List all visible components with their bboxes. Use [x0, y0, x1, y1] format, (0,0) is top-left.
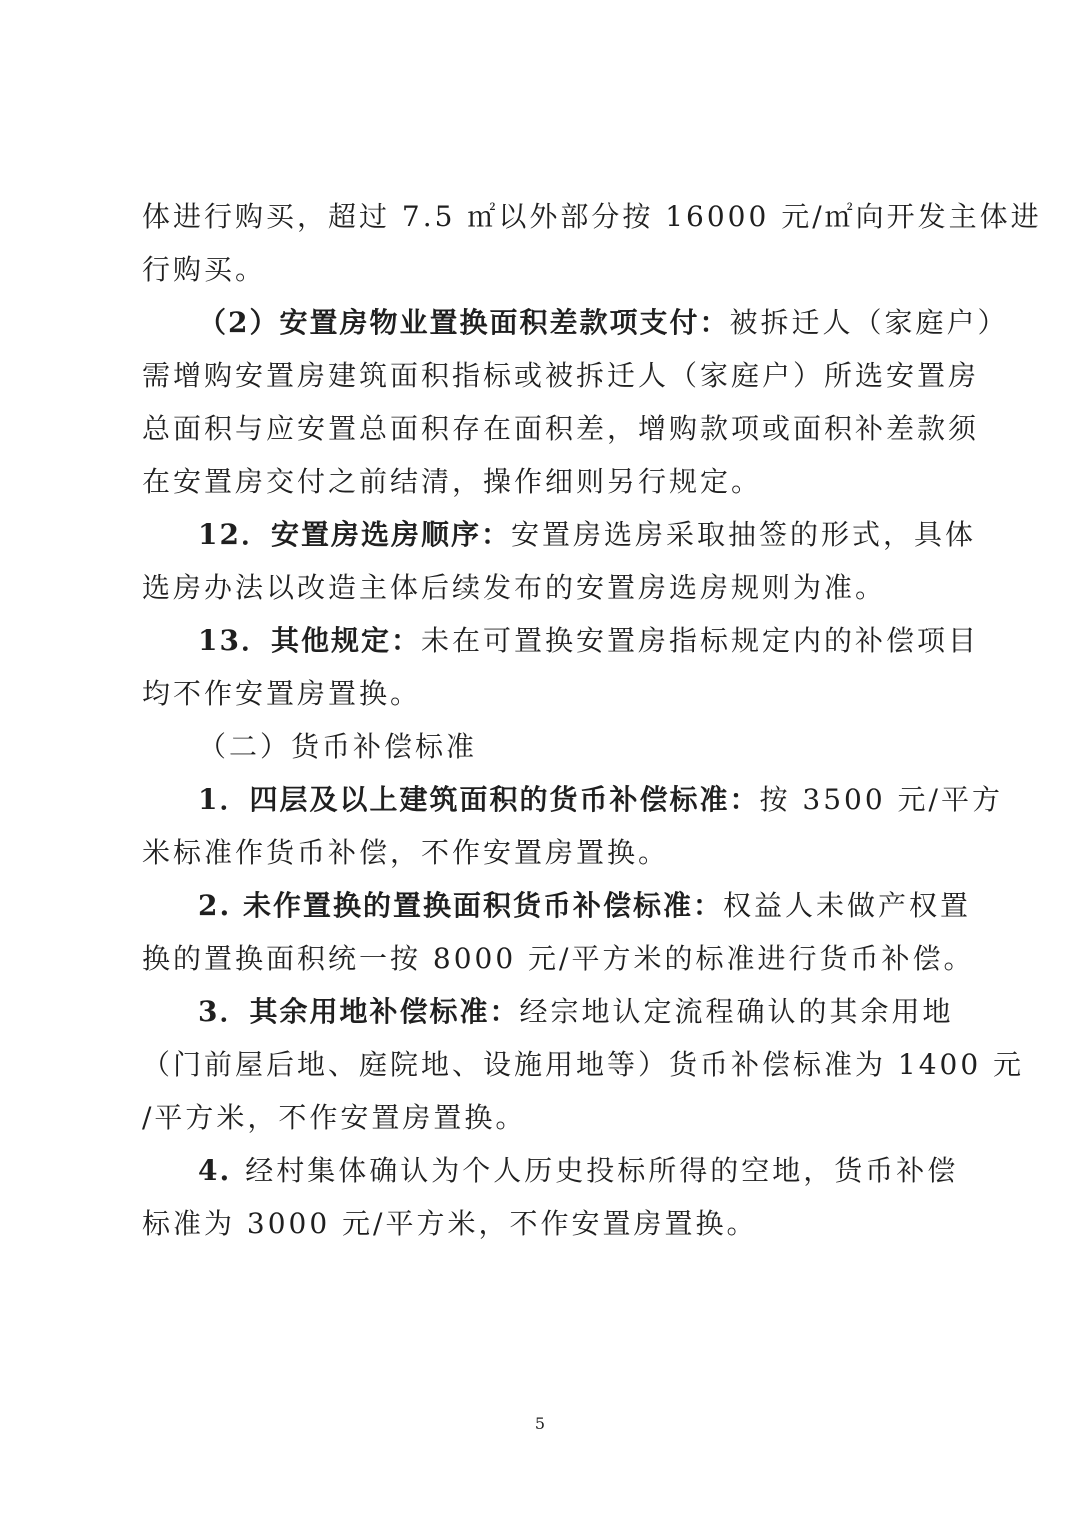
paragraph-area-difference-payment — [142, 296, 1009, 508]
paragraph-text: 被拆迁人（家庭户） — [729, 306, 1009, 339]
paragraph-heading: 2. 未作置换的置换面积货币补偿标准： — [198, 889, 723, 922]
paragraph-text: 安置房选房采取抽签的形式，具体 — [510, 518, 976, 551]
text-line: 米标准作货币补偿，不作安置房置换。 — [142, 836, 670, 869]
text-line — [142, 614, 979, 667]
body-text — [142, 190, 1042, 1250]
text-line: 在安置房交付之前结清，操作细则另行规定。 — [142, 465, 763, 498]
text-line: 均不作安置房置换。 — [142, 677, 422, 710]
text-line: 需增购安置房建筑面积指标或被拆迁人（家庭户）所选安置房 — [142, 359, 980, 392]
page-number: 5 — [534, 1414, 546, 1433]
paragraph-text: 未在可置换安置房指标规定内的补偿项目 — [420, 624, 979, 657]
paragraph-unexchanged-area-compensation — [142, 879, 975, 985]
paragraph-text: 按 3500 元/平方 — [759, 783, 1003, 816]
paragraph-heading: （2）安置房物业置换面积差款项支付： — [198, 306, 730, 339]
text-line: 选房办法以改造主体后续发布的安置房选房规则为准。 — [142, 571, 887, 604]
text-line — [142, 773, 1003, 826]
paragraph-heading: 3．其余用地补偿标准： — [198, 995, 520, 1028]
paragraph-other-land-compensation — [142, 985, 1025, 1144]
text-line — [142, 985, 954, 1038]
paragraph-vacant-land-compensation — [142, 1144, 959, 1250]
text-line — [142, 508, 976, 561]
paragraph-fourth-floor-compensation — [142, 773, 1003, 879]
paragraph-text: 经村集体确认为个人历史投标所得的空地，货币补偿 — [245, 1154, 959, 1187]
text-line: 换的置换面积统一按 8000 元/平方米的标准进行货币补偿。 — [142, 942, 975, 975]
paragraph-purchase-continued — [142, 190, 1042, 296]
text-line: 体进行购买，超过 7.5 ㎡以外部分按 16000 元/㎡向开发主体进 — [142, 200, 1042, 233]
text-line — [142, 879, 971, 932]
text-line — [142, 296, 1009, 349]
paragraph-heading: 12．安置房选房顺序： — [198, 518, 511, 551]
text-line: 标准为 3000 元/平方米，不作安置房置换。 — [142, 1207, 758, 1240]
text-line: /平方米，不作安置房置换。 — [142, 1101, 527, 1134]
paragraph-housing-selection-order — [142, 508, 976, 614]
paragraph-other-provisions — [142, 614, 979, 720]
section-heading-monetary-compensation — [142, 720, 942, 773]
paragraph-text: 权益人未做产权置 — [722, 889, 971, 922]
text-line: 总面积与应安置总面积存在面积差，增购款项或面积补差款须 — [142, 412, 980, 445]
text-line: （门前屋后地、庭院地、设施用地等）货币补偿标准为 1400 元 — [142, 1048, 1025, 1081]
text-line: 行购买。 — [142, 253, 267, 286]
paragraph-heading: 13．其他规定： — [198, 624, 421, 657]
text-line — [142, 1144, 959, 1197]
paragraph-text: 经宗地认定流程确认的其余用地 — [519, 995, 954, 1028]
paragraph-heading: 4. — [198, 1154, 232, 1187]
section-heading: （二）货币补偿标准 — [198, 730, 478, 763]
paragraph-heading: 1．四层及以上建筑面积的货币补偿标准： — [198, 783, 760, 816]
